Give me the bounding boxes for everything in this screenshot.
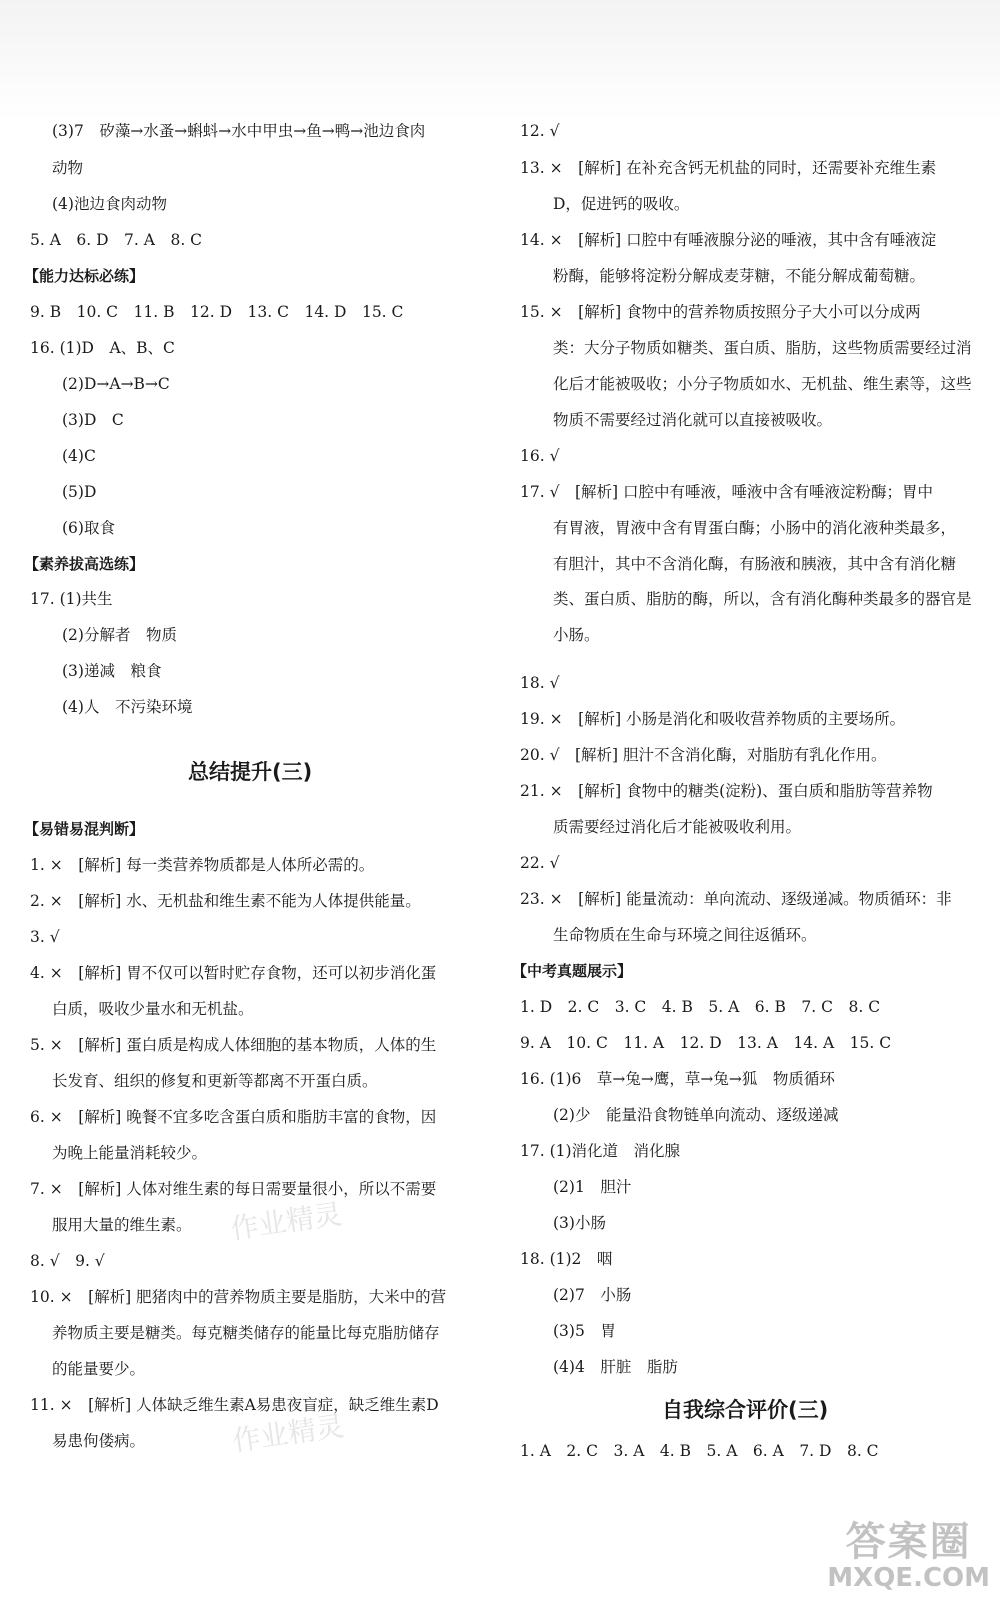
answer-line: 13. × [解析] 在补充含钙无机盐的同时，还需要补充维生素 (520, 159, 937, 177)
answer-line: 5. × [解析] 蛋白质是构成人体细胞的基本物质，人体的生 (30, 1036, 437, 1054)
answer-line: 17. √ [解析] 口腔中有唾液，唾液中含有唾液淀粉酶；胃中 (520, 483, 933, 501)
answer-line: 17. (1)消化道 消化腺 (520, 1142, 681, 1160)
answer-line: (2)7 小肠 (553, 1286, 632, 1304)
watermark-logo-url: MXQE.COM (827, 1563, 990, 1593)
answer-line: 16. (1)6 草→兔→鹰，草→兔→狐 物质循环 (520, 1070, 835, 1088)
watermark-text: 作业精灵 (230, 1409, 346, 1458)
answer-line: 20. √ [解析] 胆汁不含消化酶，对脂肪有乳化作用。 (520, 746, 887, 764)
answer-line: (4)池边食肉动物 (52, 195, 167, 213)
answer-line: 7. × [解析] 人体对维生素的每日需要量很小，所以不需要 (30, 1180, 437, 1198)
answer-line: 4. × [解析] 胃不仅可以暂时贮存食物，还可以初步消化蛋 (30, 964, 437, 982)
section-header: 【易错易混判断】 (24, 820, 145, 838)
answer-line: 9. B 10. C 11. B 12. D 13. C 14. D 15. C (30, 303, 404, 321)
answer-line: 的能量要少。 (52, 1360, 146, 1378)
section-title: 自我综合评价(三) (662, 1398, 829, 1422)
answer-line: 16. (1)D A、B、C (30, 339, 175, 357)
answer-line: 养物质主要是糖类。每克糖类储存的能量比每克脂肪储存 (52, 1324, 440, 1342)
answer-line: 1. × [解析] 每一类营养物质都是人体所必需的。 (30, 856, 375, 874)
answer-line: (6)取食 (62, 519, 115, 537)
answer-line: 1. A 2. C 3. A 4. B 5. A 6. A 7. D 8. C (520, 1442, 879, 1460)
answer-line: 动物 (52, 159, 84, 177)
answer-line: (2)分解者 物质 (62, 626, 177, 644)
answer-line: 服用大量的维生素。 (52, 1216, 192, 1234)
watermark-logo-text: 答案圈 (845, 1519, 972, 1565)
answer-line: 为晚上能量消耗较少。 (52, 1144, 208, 1162)
answer-line: (3)5 胃 (553, 1322, 616, 1340)
section-header: 【素养拔高选练】 (24, 555, 145, 573)
answer-line: 17. (1)共生 (30, 590, 113, 608)
answer-line: 18. √ (520, 674, 560, 692)
answer-line: 23. × [解析] 能量流动：单向流动、逐级递减。物质循环：非 (520, 890, 952, 908)
answer-line: 物质不需要经过消化就可以直接被吸收。 (553, 411, 833, 429)
answer-line: (3)7 矽藻→水蚤→蝌蚪→水中甲虫→鱼→鸭→池边食肉 (52, 122, 426, 140)
answer-line: 5. A 6. D 7. A 8. C (30, 231, 203, 249)
answer-line: 粉酶，能够将淀粉分解成麦芽糖，不能分解成葡萄糖。 (553, 267, 926, 285)
answer-line: 生命物质在生命与环境之间往返循环。 (553, 926, 817, 944)
answer-line: 有胃液，胃液中含有胃蛋白酶；小肠中的消化液种类最多， (553, 519, 957, 537)
answer-line: 小肠。 (553, 626, 600, 644)
answer-line: (4)C (62, 447, 96, 465)
answer-line: 8. √ 9. √ (30, 1252, 105, 1270)
section-header: 【能力达标必练】 (24, 267, 145, 285)
answer-line: 1. D 2. C 3. C 4. B 5. A 6. B 7. C 8. C (520, 998, 881, 1016)
answer-line: 有胆汁，其中不含消化酶，有肠液和胰液，其中含有消化糖 (553, 555, 957, 573)
section-title: 总结提升(三) (188, 760, 313, 784)
answer-line: 6. × [解析] 晚餐不宜多吃含蛋白质和脂肪丰富的食物，因 (30, 1108, 437, 1126)
answer-line: D，促进钙的吸收。 (553, 195, 690, 213)
answer-line: 白质，吸收少量水和无机盐。 (52, 1000, 254, 1018)
answer-line: 15. × [解析] 食物中的营养物质按照分子大小可以分成两 (520, 303, 921, 321)
answer-line: 3. √ (30, 928, 60, 946)
answer-line: 12. √ (520, 122, 560, 140)
answer-line: 10. × [解析] 肥猪肉中的营养物质主要是脂肪，大米中的营 (30, 1288, 447, 1306)
answer-line: (2)少 能量沿食物链单向流动、逐级递减 (553, 1106, 839, 1124)
answer-line: 16. √ (520, 447, 560, 465)
top-shading (0, 0, 1000, 120)
answer-line: 18. (1)2 咽 (520, 1250, 613, 1268)
answer-line: (5)D (62, 483, 97, 501)
answer-line: (4)4 肝脏 脂肪 (553, 1358, 678, 1376)
answer-line: (3)递减 粮食 (62, 662, 162, 680)
answer-line: (3)D C (62, 411, 124, 429)
answer-line: 质需要经过消化后才能被吸收利用。 (553, 818, 802, 836)
answer-line: 22. √ (520, 854, 560, 872)
answer-line: 类、蛋白质、脂肪的酶，所以，含有消化酶种类最多的器官是 (553, 590, 972, 608)
answer-line: (2)1 胆汁 (553, 1178, 632, 1196)
answer-line: 14. × [解析] 口腔中有唾液腺分泌的唾液，其中含有唾液淀 (520, 231, 937, 249)
answer-line: (3)小肠 (553, 1214, 606, 1232)
watermark-logo (827, 1520, 990, 1592)
answer-line: 长发育、组织的修复和更新等都离不开蛋白质。 (52, 1072, 378, 1090)
answer-line: 21. × [解析] 食物中的糖类(淀粉)、蛋白质和脂肪等营养物 (520, 782, 933, 800)
answer-line: 类：大分子物质如糖类、蛋白质、脂肪，这些物质需要经过消 (553, 339, 972, 357)
answer-line: (2)D→A→B→C (62, 375, 170, 393)
watermark-text: 作业精灵 (228, 1197, 344, 1246)
answer-line: 易患佝偻病。 (52, 1432, 146, 1450)
answer-line: 2. × [解析] 水、无机盐和维生素不能为人体提供能量。 (30, 892, 421, 910)
answer-line: (4)人 不污染环境 (62, 698, 193, 716)
answer-line: 化后才能被吸收；小分子物质如水、无机盐、维生素等，这些 (553, 375, 972, 393)
answer-line: 11. × [解析] 人体缺乏维生素A易患夜盲症，缺乏维生素D (30, 1396, 439, 1414)
answer-line: 9. A 10. C 11. A 12. D 13. A 14. A 15. C (520, 1034, 892, 1052)
section-header: 【中考真题展示】 (512, 962, 633, 980)
answer-line: 19. × [解析] 小肠是消化和吸收营养物质的主要场所。 (520, 710, 906, 728)
